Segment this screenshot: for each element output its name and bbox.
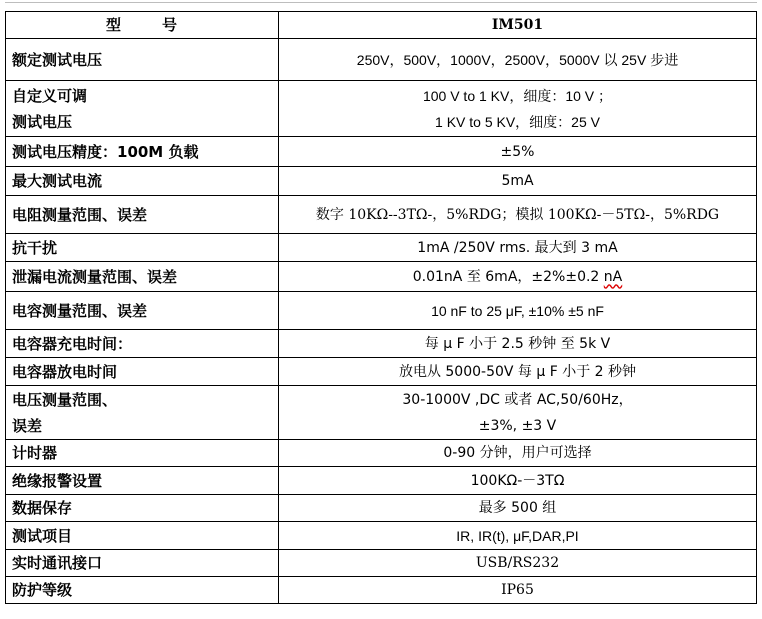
row-value: IR, IR(t), μF,DAR,PI: [279, 522, 757, 550]
row-value: [279, 262, 757, 292]
row-value: IP65: [279, 577, 757, 604]
table-row: [6, 522, 757, 550]
row-label-line: 测试电压: [12, 112, 73, 131]
row-value-line: 1 KV to 5 KV，细度：25 V: [435, 113, 600, 130]
row-value: 1mA /250V rms. 最大到 3 mA: [279, 234, 757, 262]
row-value: 5mA: [279, 167, 757, 196]
row-value: [279, 386, 757, 440]
table-row: [6, 550, 757, 577]
table-row: [6, 196, 757, 234]
row-label-line: 自定义可调: [12, 86, 88, 105]
row-label: 额定测试电压: [6, 39, 279, 81]
row-value: ±5%: [279, 137, 757, 167]
header-model-cell: IM501: [279, 12, 757, 39]
row-label: 电容器充电时间：: [6, 330, 279, 358]
header-label-cell: [6, 12, 279, 39]
row-value-line: ±3%, ±3 V: [478, 417, 557, 434]
table-row: [6, 440, 757, 467]
row-value: 每 μ F 小于 2.5 秒钟 至 5k V: [279, 330, 757, 358]
row-value: 0-90 分钟，用户可选择: [279, 440, 757, 467]
row-label: 测试电压精度：100M 负载: [6, 137, 279, 167]
row-label: 电容器放电时间: [6, 358, 279, 386]
row-value: [279, 81, 757, 137]
leakage-value: 0.01nA 至 6mA，±2%±0.2: [412, 268, 604, 285]
table-row: [6, 167, 757, 196]
row-value: 数字 10KΩ--3TΩ-，5%RDG；模拟 100KΩ-－5TΩ-，5%RDG: [279, 196, 757, 234]
leakage-unit: nA: [603, 268, 623, 285]
table-row: [6, 39, 757, 81]
row-label-line: 误差: [12, 416, 43, 435]
table-row: [6, 386, 757, 440]
row-value-line: 100 V to 1 KV，细度：10 V ；: [422, 87, 613, 104]
row-value: 250V，500V，1000V，2500V，5000V 以 25V 步进: [279, 39, 757, 81]
row-label: 测试项目: [6, 522, 279, 550]
table-row: [6, 234, 757, 262]
table-row: [6, 262, 757, 292]
top-border-line: [5, 2, 757, 3]
table-row: [6, 358, 757, 386]
row-value: USB/RS232: [279, 550, 757, 577]
row-label-line: 电压测量范围、: [12, 390, 118, 409]
row-value: 放电从 5000-50V 每 μ F 小于 2 秒钟: [279, 358, 757, 386]
table-row: [6, 137, 757, 167]
row-label: 防护等级: [6, 577, 279, 604]
table-row: [6, 292, 757, 330]
row-label: 泄漏电流测量范围、误差: [6, 262, 279, 292]
row-label: 电容测量范围、误差: [6, 292, 279, 330]
row-value: 10 nF to 25 μF, ±10% ±5 nF: [279, 292, 757, 330]
header-label-left: 型: [105, 16, 122, 34]
row-label: 电阻测量范围、误差: [6, 196, 279, 234]
row-label: 数据保存: [6, 495, 279, 522]
row-label: 实时通讯接口: [6, 550, 279, 577]
row-value-line: 30-1000V ,DC 或者 AC,50/60Hz，: [402, 391, 633, 408]
row-label: 最大测试电流: [6, 167, 279, 196]
row-label: 绝缘报警设置: [6, 467, 279, 495]
row-label: [6, 81, 279, 137]
table-row: [6, 81, 757, 137]
table-row: [6, 577, 757, 604]
row-value: 100KΩ-－3TΩ: [279, 467, 757, 495]
table-header-row: [6, 12, 757, 39]
spec-table: [5, 11, 757, 604]
row-label: 抗干扰: [6, 234, 279, 262]
row-label: [6, 386, 279, 440]
header-label-right: 号: [162, 16, 179, 34]
table-row: [6, 495, 757, 522]
table-row: [6, 467, 757, 495]
table-row: [6, 330, 757, 358]
row-label: 计时器: [6, 440, 279, 467]
row-value: 最多 500 组: [279, 495, 757, 522]
